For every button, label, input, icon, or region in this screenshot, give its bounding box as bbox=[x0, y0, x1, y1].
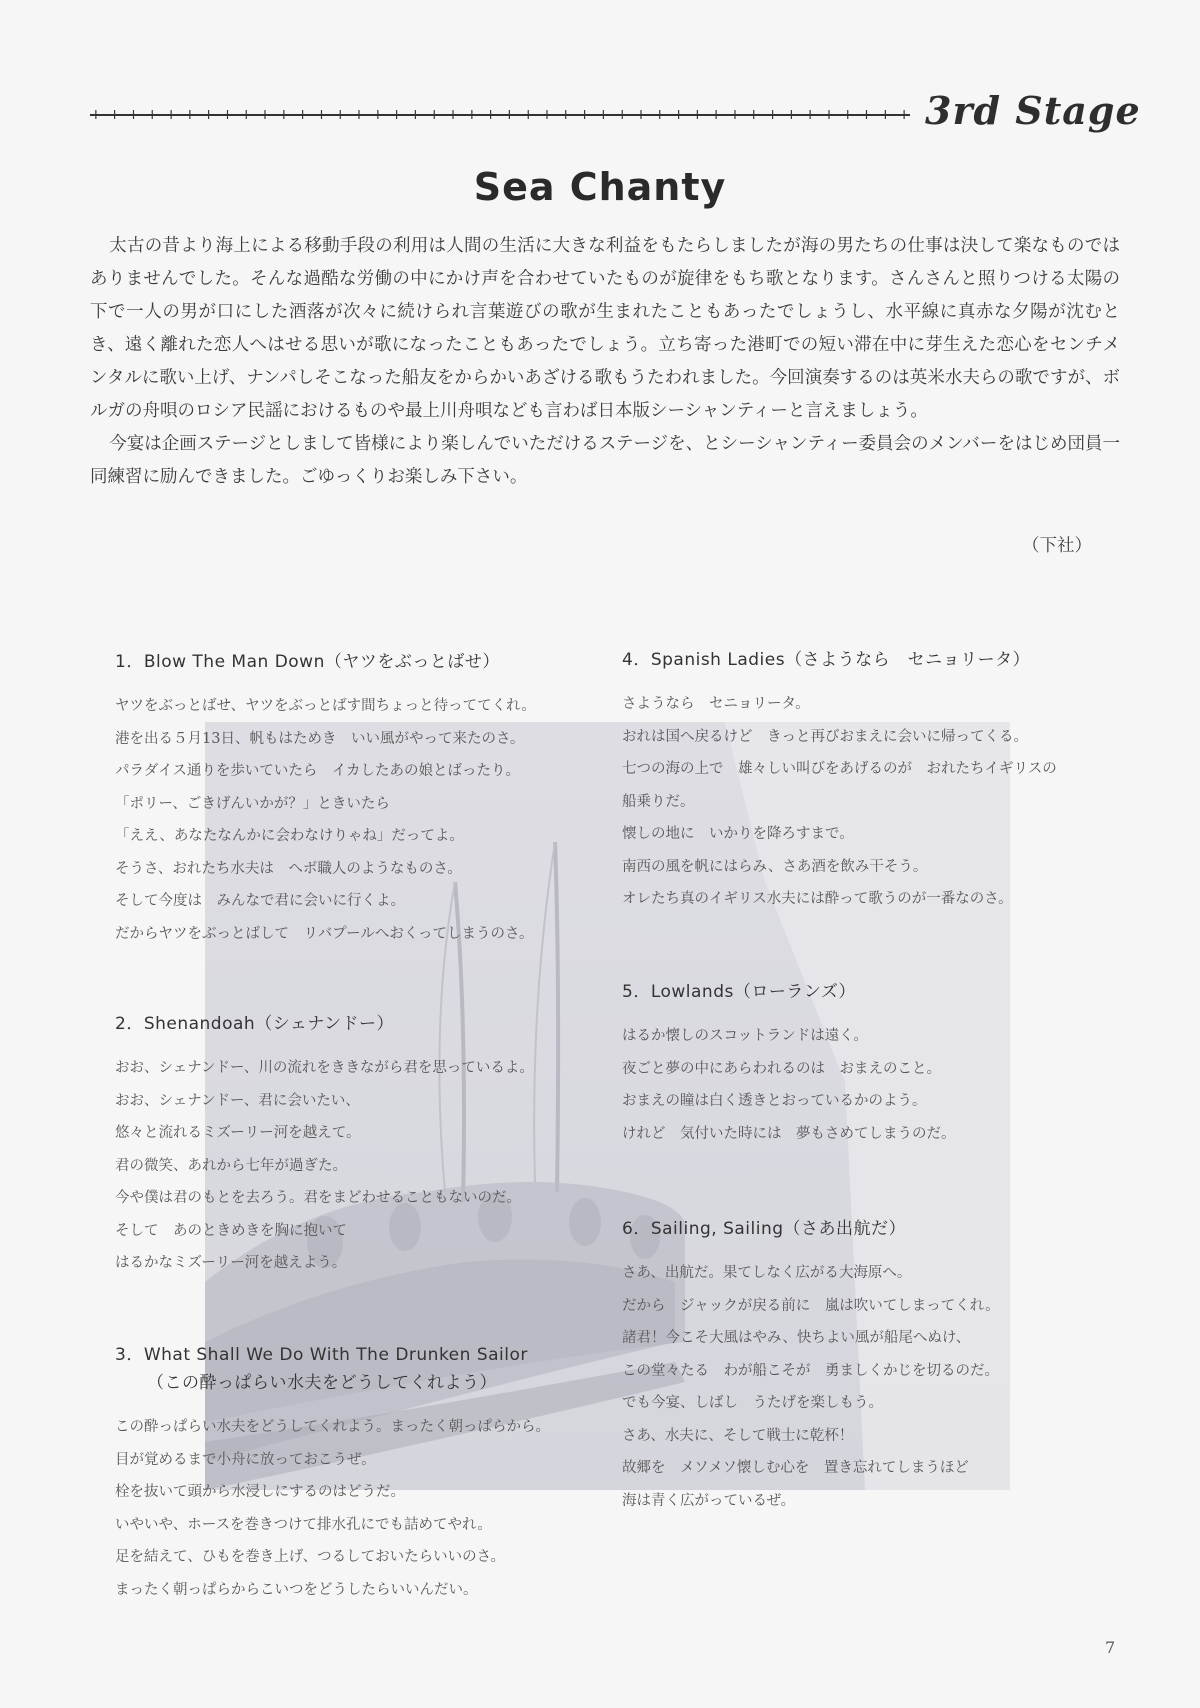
rule-plus-mark: + bbox=[108, 107, 121, 123]
lyric-line: 悠々と流れるミズーリー河を越えて。 bbox=[115, 1125, 361, 1141]
rule-plus-mark: + bbox=[823, 107, 835, 123]
rule-plus-mark: + bbox=[559, 107, 572, 123]
rule-plus-mark: + bbox=[635, 107, 647, 123]
lyric-line: さあ、水夫に、そして戦士に乾杯！ bbox=[622, 1427, 854, 1444]
rule-plus-mark: + bbox=[447, 107, 459, 123]
song-6 bbox=[622, 1215, 1000, 1517]
rule-plus-mark: + bbox=[691, 107, 704, 123]
rule-plus-mark: + bbox=[183, 107, 196, 123]
rule-plus-mark: + bbox=[165, 107, 177, 123]
lyric-line: オレたち真のイギリス水夫には酔って歌うのが一番なのさ。 bbox=[622, 891, 1013, 907]
rule-plus-mark: + bbox=[371, 107, 384, 123]
lyric-line: ヤツをぶっとばせ、ヤツをぶっとばす間ちょっと待っててくれ。 bbox=[115, 698, 536, 714]
rule-plus-mark: + bbox=[202, 107, 215, 123]
song-title: 2．Shenandoah（シェナンドー） bbox=[115, 1014, 394, 1034]
rule-plus-mark: + bbox=[353, 107, 365, 123]
rule-plus-mark: + bbox=[428, 107, 441, 123]
rule-plus-mark: + bbox=[541, 107, 553, 123]
rule-plus-mark: + bbox=[409, 107, 422, 123]
rule-plus-mark: + bbox=[578, 107, 591, 123]
lyric-line: 懐しの地に いかりを降ろすまで。 bbox=[622, 826, 854, 842]
lyric-line: パラダイス通りを歩いていたら イカしたあの娘とばったり。 bbox=[115, 763, 520, 779]
lyric-line: 「ええ、あなたなんかに会わなけりゃね」だってよ。 bbox=[115, 828, 464, 844]
lyric-line: はるかなミズーリー河を越えよう。 bbox=[115, 1255, 347, 1271]
rule-plus-mark: + bbox=[898, 107, 910, 123]
rule-plus-mark: + bbox=[334, 107, 347, 123]
rule-plus-mark: + bbox=[860, 107, 873, 123]
lyric-line: 海は青く広がっているぜ。 bbox=[622, 1492, 796, 1509]
lyric-line: 船乗りだ。 bbox=[622, 793, 695, 810]
song-title: 6．Sailing, Sailing（さあ出航だ） bbox=[622, 1219, 907, 1239]
lyric-line: けれど 気付いた時には 夢もさめてしまうのだ。 bbox=[622, 1125, 956, 1142]
rule-plus-mark: + bbox=[747, 107, 760, 123]
intro-paragraph-1: 太古の昔より海上による移動手段の利用は人間の生活に大きな利益をもたらしましたが海の男たちの仕事は決して楽なものではありませんでした。そんな過酷な労働の中にかけ声を合わせていたものが旋律をもち歌となります。さんさんと照りつける太陽の下で一人の男が口にした酒落が次々に続けられ言葉遊びの歌が生まれたこともあったでしょうし、水平線に真赤な夕陽が沈むとき、遠く離れた恋人へはせる思いが歌になったこともあったでしょう。立ち寄った港町での短い滞在中に芽生えた恋心をセンチメンタルに歌い上げ、ナンパしそこなった船友をからかいあざける歌もうたわれました。今回演奏するのは英米水夫らの歌ですが、ボルガの舟唄のロシア民謡におけるものや最上川舟唄なども言わば日本版シーシャンティーと言えましょう。 bbox=[90, 236, 1120, 421]
lyric-line: おれは国へ戻るけど きっと再びおまえに会いに帰ってくる。 bbox=[622, 728, 1028, 745]
page-title: Sea Chanty bbox=[473, 165, 727, 209]
song-1 bbox=[115, 648, 536, 950]
rule-plus-mark: + bbox=[221, 107, 234, 123]
rule-plus-mark: + bbox=[259, 107, 271, 123]
song-title-subtitle: （この酔っぱらい水夫をどうしてくれよう） bbox=[147, 1373, 497, 1393]
rule-plus-mark: + bbox=[672, 107, 685, 123]
rule-plus-mark: + bbox=[90, 107, 102, 123]
rule-plus-mark: + bbox=[653, 107, 666, 123]
rule-plus-mark: + bbox=[729, 107, 741, 123]
rule-plus-mark: + bbox=[597, 107, 610, 123]
rule-plus-mark: + bbox=[484, 107, 497, 123]
lyric-line: 栓を抜いて頭から水浸しにするのはどうだ。 bbox=[115, 1484, 405, 1500]
song-title: 4．Spanish Ladies（さようなら セニョリータ） bbox=[622, 650, 1031, 670]
lyric-line: はるか懐しのスコットランドは遠く。 bbox=[622, 1028, 868, 1044]
rule-plus-mark: + bbox=[146, 107, 159, 123]
rule-plus-mark: + bbox=[296, 107, 309, 123]
rule-plus-mark: + bbox=[766, 107, 779, 123]
rule-plus-mark: + bbox=[390, 107, 403, 123]
lyric-line: 諸君！今こそ大風はやみ、快ちよい風が船尾へぬけ、 bbox=[622, 1330, 971, 1346]
lyric-line: さあ、出航だ。果てしなく広がる大海原へ。 bbox=[622, 1265, 912, 1281]
page-number: 7 bbox=[1105, 1638, 1116, 1657]
rule-plus-mark: + bbox=[465, 107, 478, 123]
lyric-line: 足を結えて、ひもを巻き上げ、つるしておいたらいいのさ。 bbox=[115, 1549, 506, 1565]
lyric-line: いやいや、ホースを巻きつけて排水孔にでも詰めてやれ。 bbox=[115, 1516, 492, 1533]
stage-label: 3rd Stage bbox=[925, 88, 1141, 133]
lyric-line: 「ポリー、ごきげんいかが？」ときいたら bbox=[115, 795, 390, 812]
rule-plus-mark: + bbox=[879, 107, 892, 123]
author-credit: （下社） bbox=[1022, 536, 1092, 556]
rule-plus-mark: + bbox=[785, 107, 798, 123]
lyric-line: 今や僕は君のもとを去ろう。君をまどわせることもないのだ。 bbox=[115, 1190, 521, 1206]
rule-plus-mark: + bbox=[616, 107, 629, 123]
lyric-line: 七つの海の上で 雄々しい叫びをあげるのが おれたちイギリスの bbox=[622, 761, 1057, 777]
lyric-line: 夜ごと夢の中にあらわれるのは おまえのこと。 bbox=[622, 1060, 941, 1077]
lyric-line: そして あのときめきを胸に抱いて bbox=[115, 1222, 347, 1239]
lyric-line: そして今度は みんなで君に会いに行くよ。 bbox=[115, 893, 405, 909]
lyric-line: さようなら セニョリータ。 bbox=[622, 696, 810, 712]
song-title: 1．Blow The Man Down（ヤツをぶっとばせ） bbox=[115, 652, 500, 672]
lyric-line: でも今宴、しばし うたげを楽しもう。 bbox=[622, 1395, 883, 1411]
lyric-line: 君の微笑、あれから七年が過ぎた。 bbox=[115, 1157, 347, 1174]
rule-plus-mark: + bbox=[315, 107, 328, 123]
song-title bbox=[115, 1341, 550, 1397]
song-title: 5．Lowlands（ローランズ） bbox=[622, 982, 856, 1002]
lyric-line: まったく朝っぱらからこいつをどうしたらいいんだい。 bbox=[115, 1581, 478, 1598]
rule-plus-mark: + bbox=[127, 107, 140, 123]
lyric-line: おお、シェナンドー、川の流れをききながら君を思っているよ。 bbox=[115, 1060, 534, 1076]
intro-paragraph-2: 今宴は企画ステージとしまして皆様により楽しんでいただけるステージを、とシーシャンティー委員会のメンバーをはじめ団員一同練習に励んできました。ごゆっくりお楽しみ下さい。 bbox=[90, 434, 1120, 487]
rule-plus-mark: + bbox=[804, 107, 817, 123]
header-decorative-rule bbox=[90, 104, 910, 126]
lyric-line: 港を出る５月13日、帆もはためき いい風がやって来たのさ。 bbox=[115, 730, 525, 747]
rule-plus-mark: + bbox=[240, 107, 253, 123]
lyric-line: おお、シェナンドー、君に会いたい、 bbox=[115, 1092, 360, 1109]
lyric-line: この堂々たる わが船こそが 勇ましくかじを切るのだ。 bbox=[622, 1362, 999, 1379]
song-5 bbox=[622, 978, 956, 1150]
lyric-line: だからヤツをぶっとばして リバプールへおくってしまうのさ。 bbox=[115, 925, 534, 942]
lyric-line: だから ジャックが戻る前に 嵐は吹いてしまってくれ。 bbox=[622, 1297, 1000, 1314]
rule-plus-mark: + bbox=[710, 107, 723, 123]
lyric-line: 故郷を メソメソ懐しむ心を 置き忘れてしまうほど bbox=[622, 1460, 969, 1476]
rule-plus-mark: + bbox=[277, 107, 290, 123]
rule-plus-mark: + bbox=[503, 107, 516, 123]
lyric-line: おまえの瞳は白く透きとおっているかのよう。 bbox=[622, 1093, 927, 1109]
song-title-main: 3．What Shall We Do With The Drunken Sailor bbox=[115, 1345, 528, 1365]
song-3 bbox=[115, 1341, 550, 1606]
lyric-line: 南西の風を帆にはらみ、さあ酒を飲み干そう。 bbox=[622, 858, 928, 875]
lyric-line: この酔っぱらい水夫をどうしてくれよう。まったく朝っぱらから。 bbox=[115, 1419, 550, 1435]
song-2 bbox=[115, 1010, 534, 1280]
lyric-line: そうさ、おれたち水夫は へボ職人のようなものさ。 bbox=[115, 860, 462, 877]
intro-text bbox=[90, 230, 1120, 494]
lyric-line: 目が覚めるまで小舟に放っておこうぜ。 bbox=[115, 1451, 376, 1468]
song-4 bbox=[622, 646, 1057, 916]
rule-plus-mark: + bbox=[522, 107, 535, 123]
rule-plus-mark: + bbox=[841, 107, 854, 123]
